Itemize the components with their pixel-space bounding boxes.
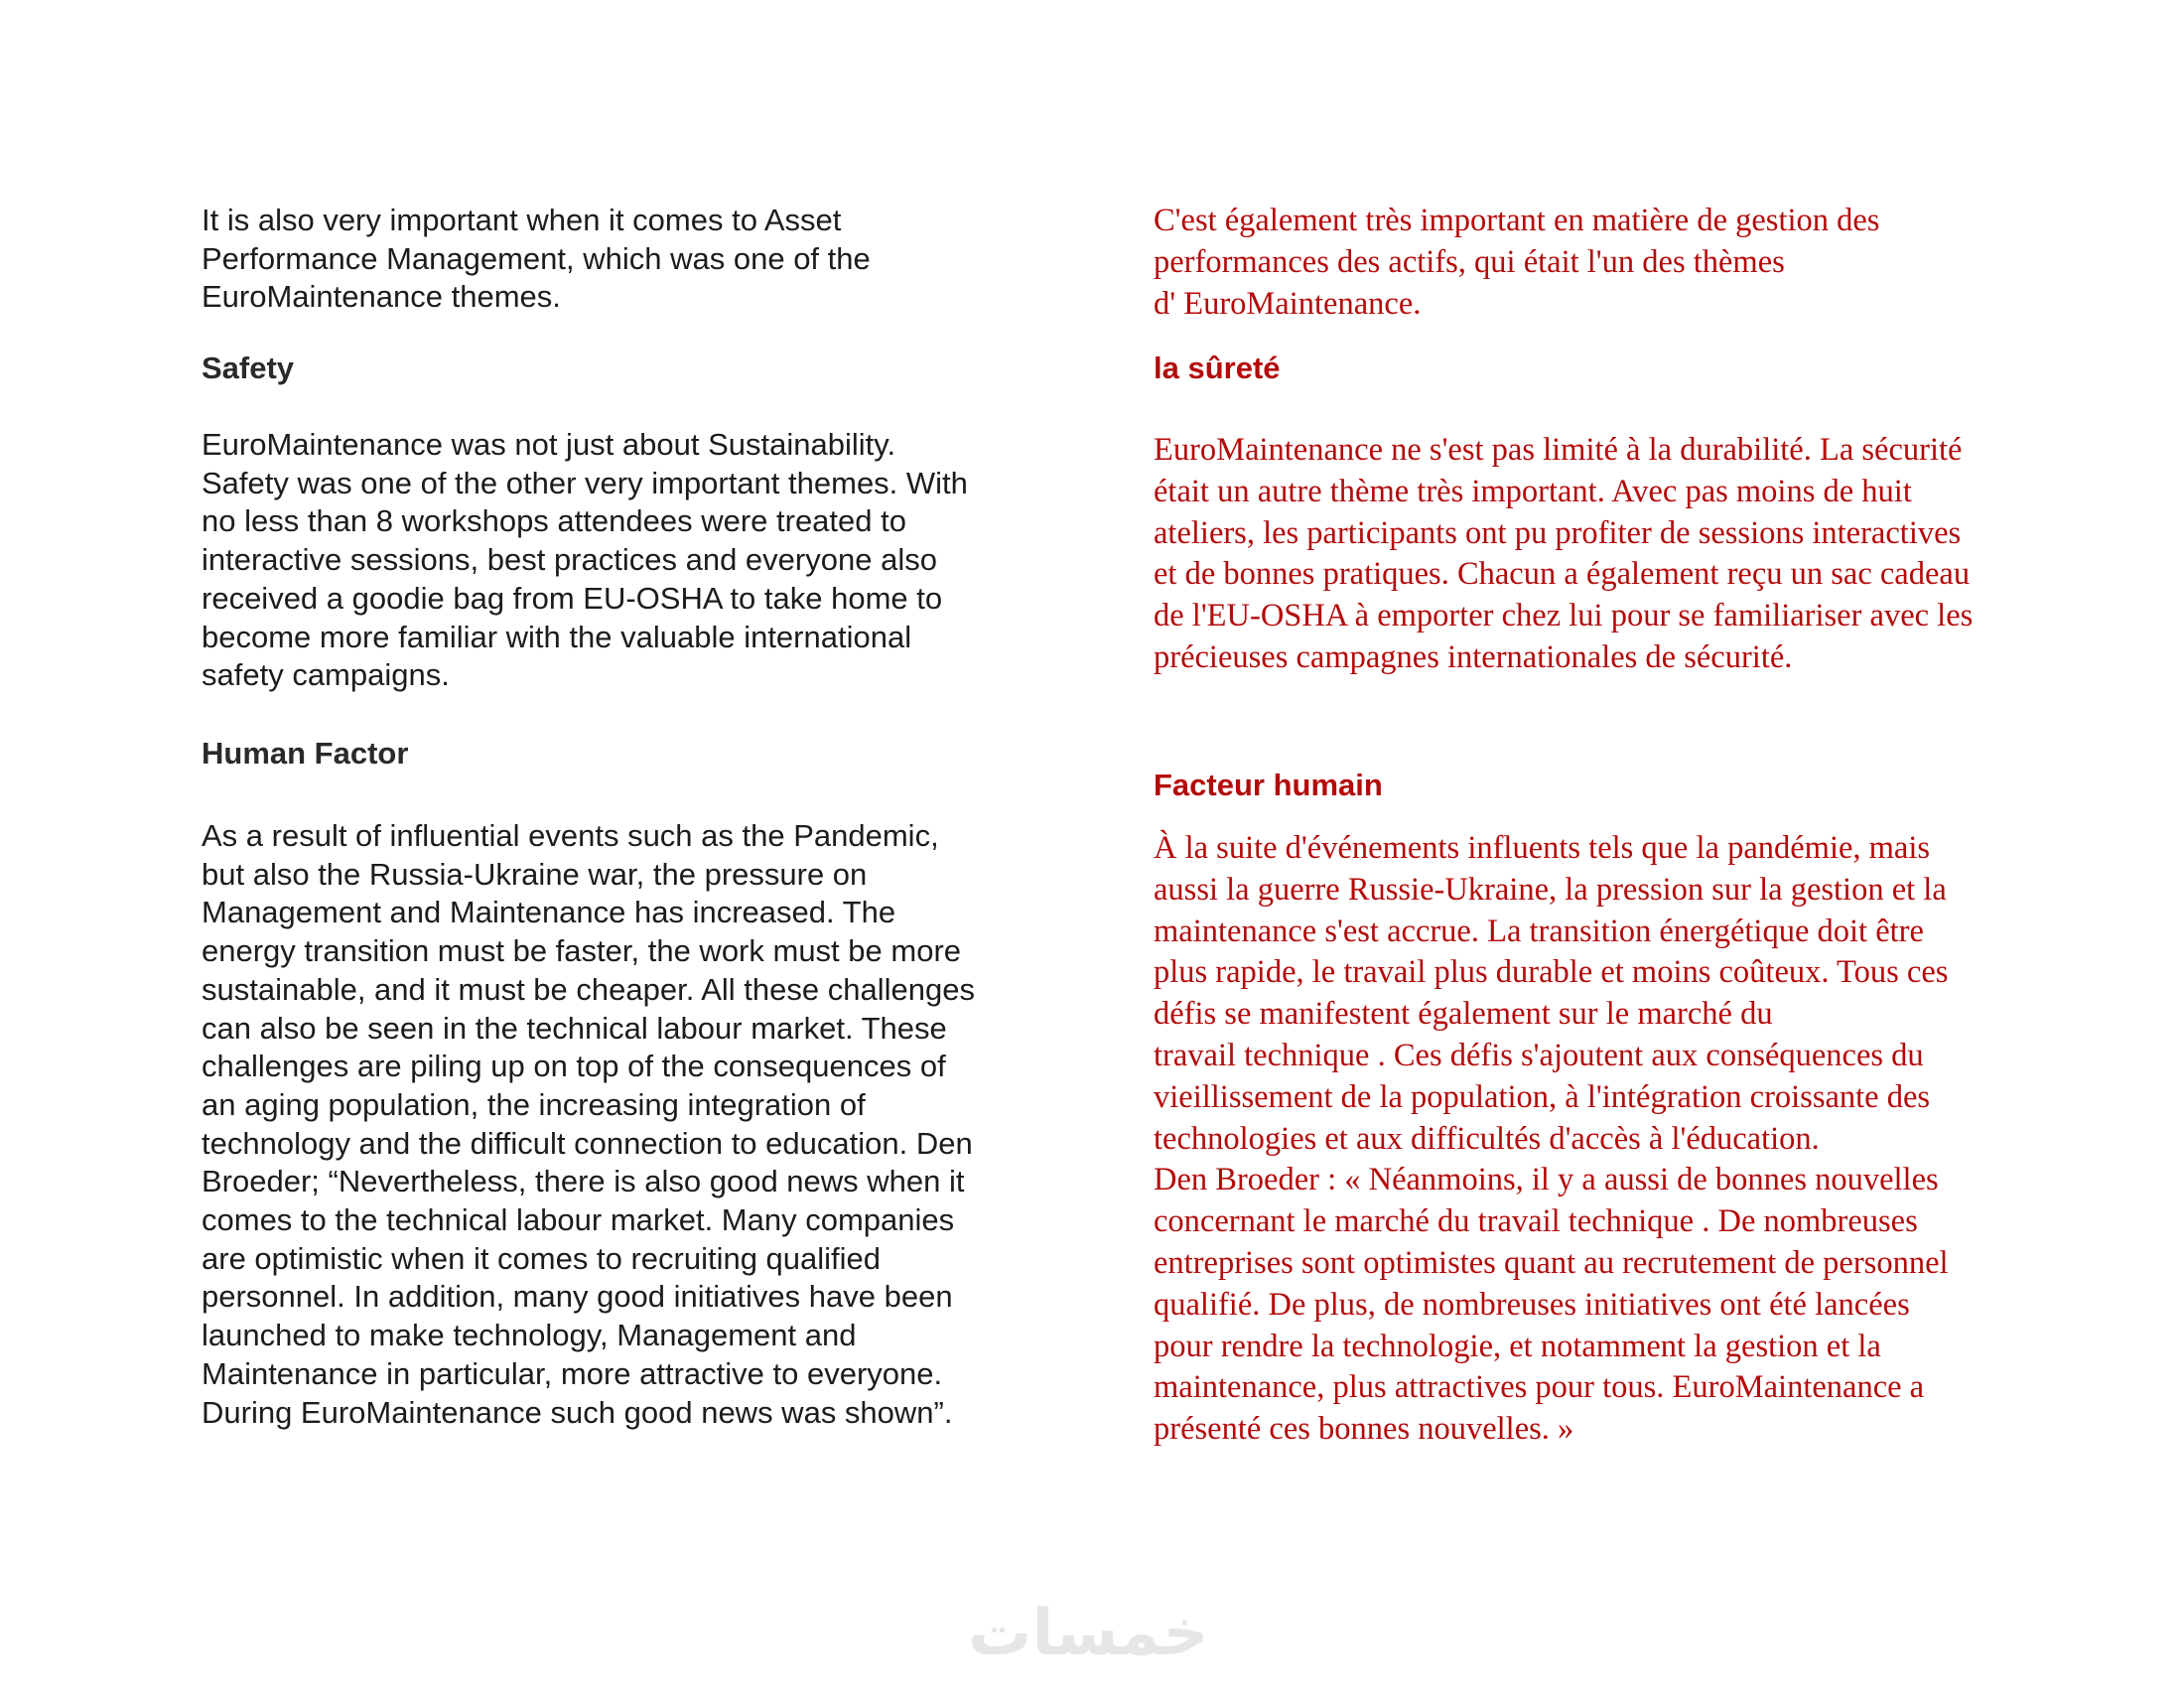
text-line: entreprises sont optimistes quant au recrutement de personnel — [1154, 1244, 1949, 1281]
french-intro-paragraph — [1154, 201, 1879, 325]
text-line: Maintenance in particular, more attractive to everyone. — [202, 1355, 943, 1391]
text-line: challenges are piling up on top of the consequences of — [202, 1049, 946, 1084]
text-line: travail technique . Ces défis s'ajoutent aux conséquences du — [1154, 1037, 1924, 1073]
text-line: but also the Russia-Ukraine war, the pressure on — [202, 856, 868, 892]
french-safety-heading: la sûreté — [1154, 351, 1281, 385]
text-line: launched to make technology, Management and — [202, 1318, 857, 1353]
text-line: received a goodie bag from EU-OSHA to take home to — [202, 580, 943, 616]
text-line: During EuroMaintenance such good news was shown”. — [202, 1394, 953, 1430]
text-line: maintenance, plus attractives pour tous. EuroMaintenance a — [1154, 1369, 1925, 1406]
text-line: présenté ces bonnes nouvelles. » — [1154, 1411, 1574, 1448]
text-line: safety campaigns. — [202, 657, 450, 693]
text-line: technologies et aux difficultés d'accès à l'éducation. — [1154, 1120, 1820, 1157]
text-line: aussi la guerre Russie-Ukraine, la pression sur la gestion et la — [1154, 871, 1947, 908]
text-line: précieuses campagnes internationales de sécurité. — [1154, 638, 1793, 675]
text-line: qualifié. De plus, de nombreuses initiatives ont été lancées — [1154, 1286, 1910, 1323]
text-line: EuroMaintenance ne s'est pas limité à la durabilité. La sécurité — [1154, 432, 1963, 468]
english-intro-paragraph — [202, 202, 871, 317]
text-line: maintenance s'est accrue. La transition énergétique doit être — [1154, 913, 1924, 949]
text-line: et de bonnes pratiques. Chacun a également reçu un sac cadeau — [1154, 556, 1971, 593]
text-line: de l'EU-OSHA à emporter chez lui pour se familiariser avec les — [1154, 598, 1974, 634]
text-line: performances des actifs, qui était l'un des thèmes — [1154, 243, 1785, 280]
text-line: plus rapide, le travail plus durable et moins coûteux. Tous ces — [1154, 954, 1949, 991]
text-line: concernant le marché du travail technique . De nombreuses — [1154, 1203, 1918, 1240]
text-line: no less than 8 workshops attendees were treated to — [202, 503, 906, 539]
english-safety-heading: Safety — [202, 351, 295, 385]
text-line: personnel. In addition, many good initiatives have been — [202, 1279, 953, 1315]
text-line: comes to the technical labour market. Many companies — [202, 1202, 955, 1238]
text-line: était un autre thème très important. Avec pas moins de huit — [1154, 473, 1912, 509]
text-line: It is also very important when it comes to Asset — [202, 203, 842, 237]
text-line: technology and the difficult connection to education. Den — [202, 1125, 973, 1161]
text-line: C'est également très important en matière de gestion des — [1154, 203, 1880, 238]
text-line: energy transition must be faster, the work must be more — [202, 933, 962, 969]
english-human-factor-heading: Human Factor — [202, 736, 409, 771]
text-line: pour rendre la technologie, et notamment la gestion et la — [1154, 1328, 1881, 1364]
text-line: À la suite d'événements influents tels que la pandémie, mais — [1154, 830, 1931, 866]
text-line: can also be seen in the technical labour market. These — [202, 1010, 947, 1046]
text-line: ateliers, les participants ont pu profiter de sessions interactives — [1154, 514, 1962, 551]
text-line: Broeder; “Nevertheless, there is also good news when it — [202, 1164, 965, 1199]
text-line: EuroMaintenance was not just about Sustainability. — [202, 427, 896, 462]
text-line: are optimistic when it comes to recruiting qualified — [202, 1240, 882, 1276]
text-line: EuroMaintenance themes. — [202, 279, 561, 315]
text-line: Management and Maintenance has increased. The — [202, 895, 896, 930]
text-line: Performance Management, which was one of the — [202, 240, 871, 276]
text-line: Den Broeder : « Néanmoins, il y a aussi de bonnes nouvelles — [1154, 1162, 1939, 1198]
text-line: défis se manifestent également sur le marché du — [1154, 996, 1773, 1033]
english-human-factor-paragraph — [202, 817, 975, 1432]
text-line: interactive sessions, best practices and everyone also — [202, 542, 937, 578]
french-safety-paragraph — [1154, 430, 1973, 679]
text-line: sustainable, and it must be cheaper. All these challenges — [202, 971, 975, 1007]
text-line: As a result of influential events such as the Pandemic, — [202, 818, 939, 853]
text-line: Safety was one of the other very important themes. With — [202, 465, 968, 500]
text-line: d' EuroMaintenance. — [1154, 285, 1422, 322]
watermark-logo: خمسات — [968, 1597, 1209, 1670]
text-line: an aging population, the increasing integration of — [202, 1086, 866, 1122]
text-line: become more familiar with the valuable international — [202, 619, 912, 654]
text-line: vieillissement de la population, à l'intégration croissante des — [1154, 1078, 1931, 1115]
french-human-factor-heading: Facteur humain — [1154, 768, 1383, 802]
english-safety-paragraph — [202, 426, 968, 695]
french-human-factor-paragraph — [1154, 828, 1949, 1451]
